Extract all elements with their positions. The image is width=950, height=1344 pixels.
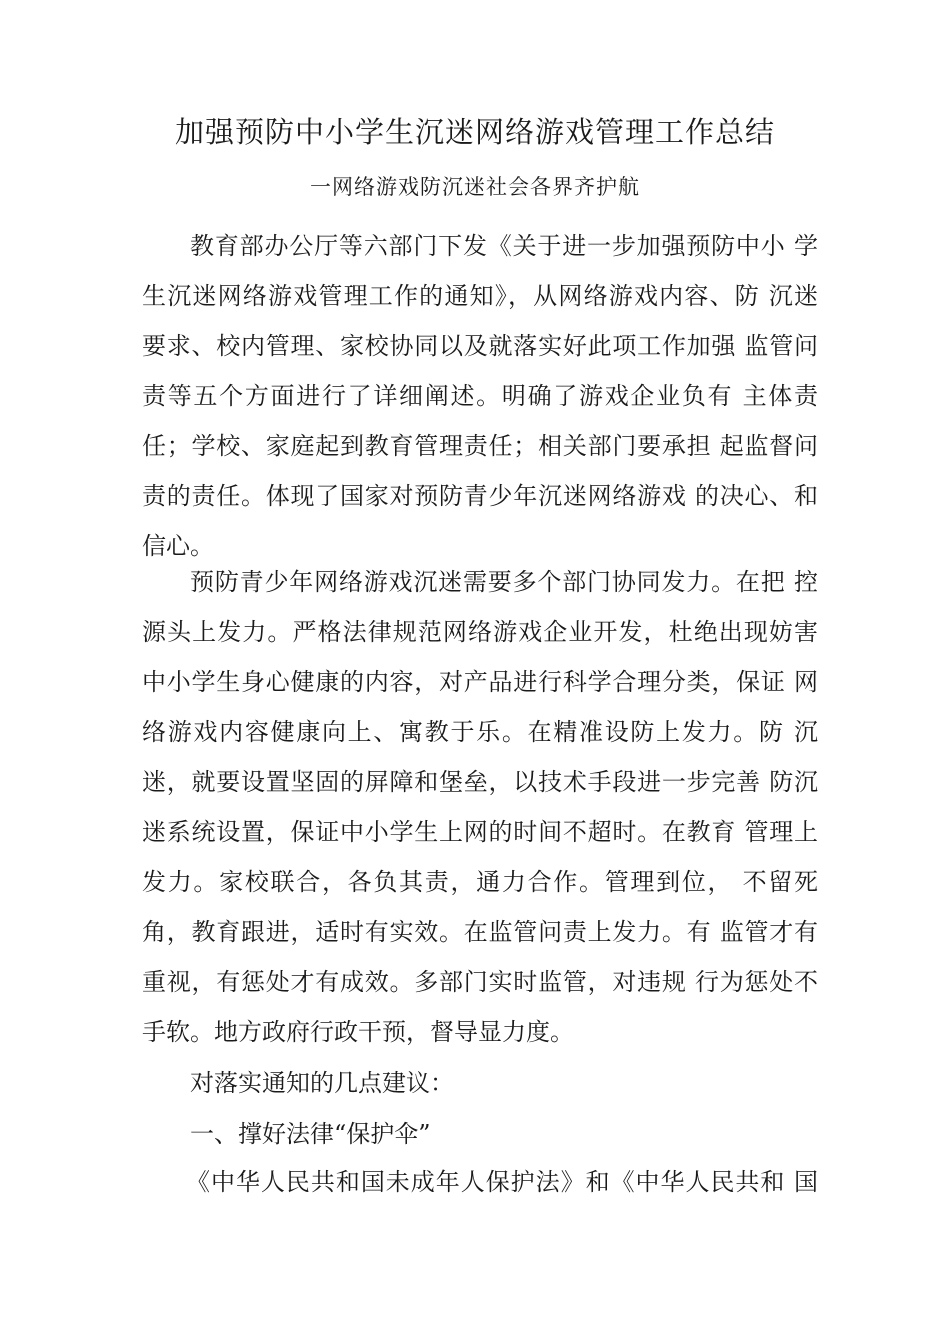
suggestion-intro: 对落实通知的几点建议： — [190, 1069, 454, 1097]
paragraph-line: 角，教育跟进，适时有实效。在监管问责上发力。有 监管才有 — [142, 918, 818, 946]
paragraph-line: 迷系统设置，保证中小学生上网的时间不超时。在教育 管理上 — [142, 818, 818, 846]
paragraph-line: 《中华人民共和国未成年人保护法》和《中华人民共和 国 — [186, 1168, 818, 1196]
paragraph-line: 手软。地方政府行政干预，督导显力度。 — [142, 1018, 574, 1046]
paragraph-line: 发力。家校联合，各负其责，通力合作。管理到位， 不留死 — [142, 868, 818, 896]
paragraph-line: 络游戏内容健康向上、寓教于乐。在精准设防上发力。防 沉 — [142, 718, 818, 746]
paragraph-line: 迷，就要设置坚固的屏障和堡垒，以技术手段进一步完善 防沉 — [142, 768, 818, 796]
paragraph-law-start — [142, 1157, 818, 1207]
paragraph-notice-summary — [142, 221, 818, 571]
section-heading: 一、撑好法律“保护伞” — [190, 1120, 431, 1148]
paragraph-line: 源头上发力。严格法律规范网络游戏企业开发，杜绝出现妨害 — [142, 618, 818, 646]
paragraph-line: 重视，有惩处才有成效。多部门实时监管，对违规 行为惩处不 — [142, 968, 818, 996]
paragraph-line: 教育部办公厅等六部门下发《关于进一步加强预防中小 学 — [190, 232, 818, 260]
document-subtitle: 一网络游戏防沉迷社会各界齐护航 — [310, 175, 640, 199]
paragraph-line: 生沉迷网络游戏管理工作的通知》，从网络游戏内容、防 沉迷 — [142, 282, 818, 310]
paragraph-line: 要求、校内管理、家校协同以及就落实好此项工作加强 监管问 — [142, 332, 818, 360]
paragraph-line: 中小学生身心健康的内容，对产品进行科学合理分类，保证 网 — [142, 668, 818, 696]
document-title: 加强预防中小学生沉迷网络游戏管理工作总结 — [174, 115, 775, 149]
paragraph-line: 责等五个方面进行了详细阐述。明确了游戏企业负有 主体责 — [142, 382, 818, 410]
paragraph-line: 责的责任。体现了国家对预防青少年沉迷网络游戏 的决心、和 — [142, 482, 818, 510]
paragraph-line: 预防青少年网络游戏沉迷需要多个部门协同发力。在把 控 — [190, 568, 818, 596]
paragraph-line: 任；学校、家庭起到教育管理责任；相关部门要承担 起监督问 — [142, 432, 818, 460]
paragraph-line: 信心。 — [142, 532, 214, 560]
paragraph-prevention-measures — [142, 557, 818, 1057]
